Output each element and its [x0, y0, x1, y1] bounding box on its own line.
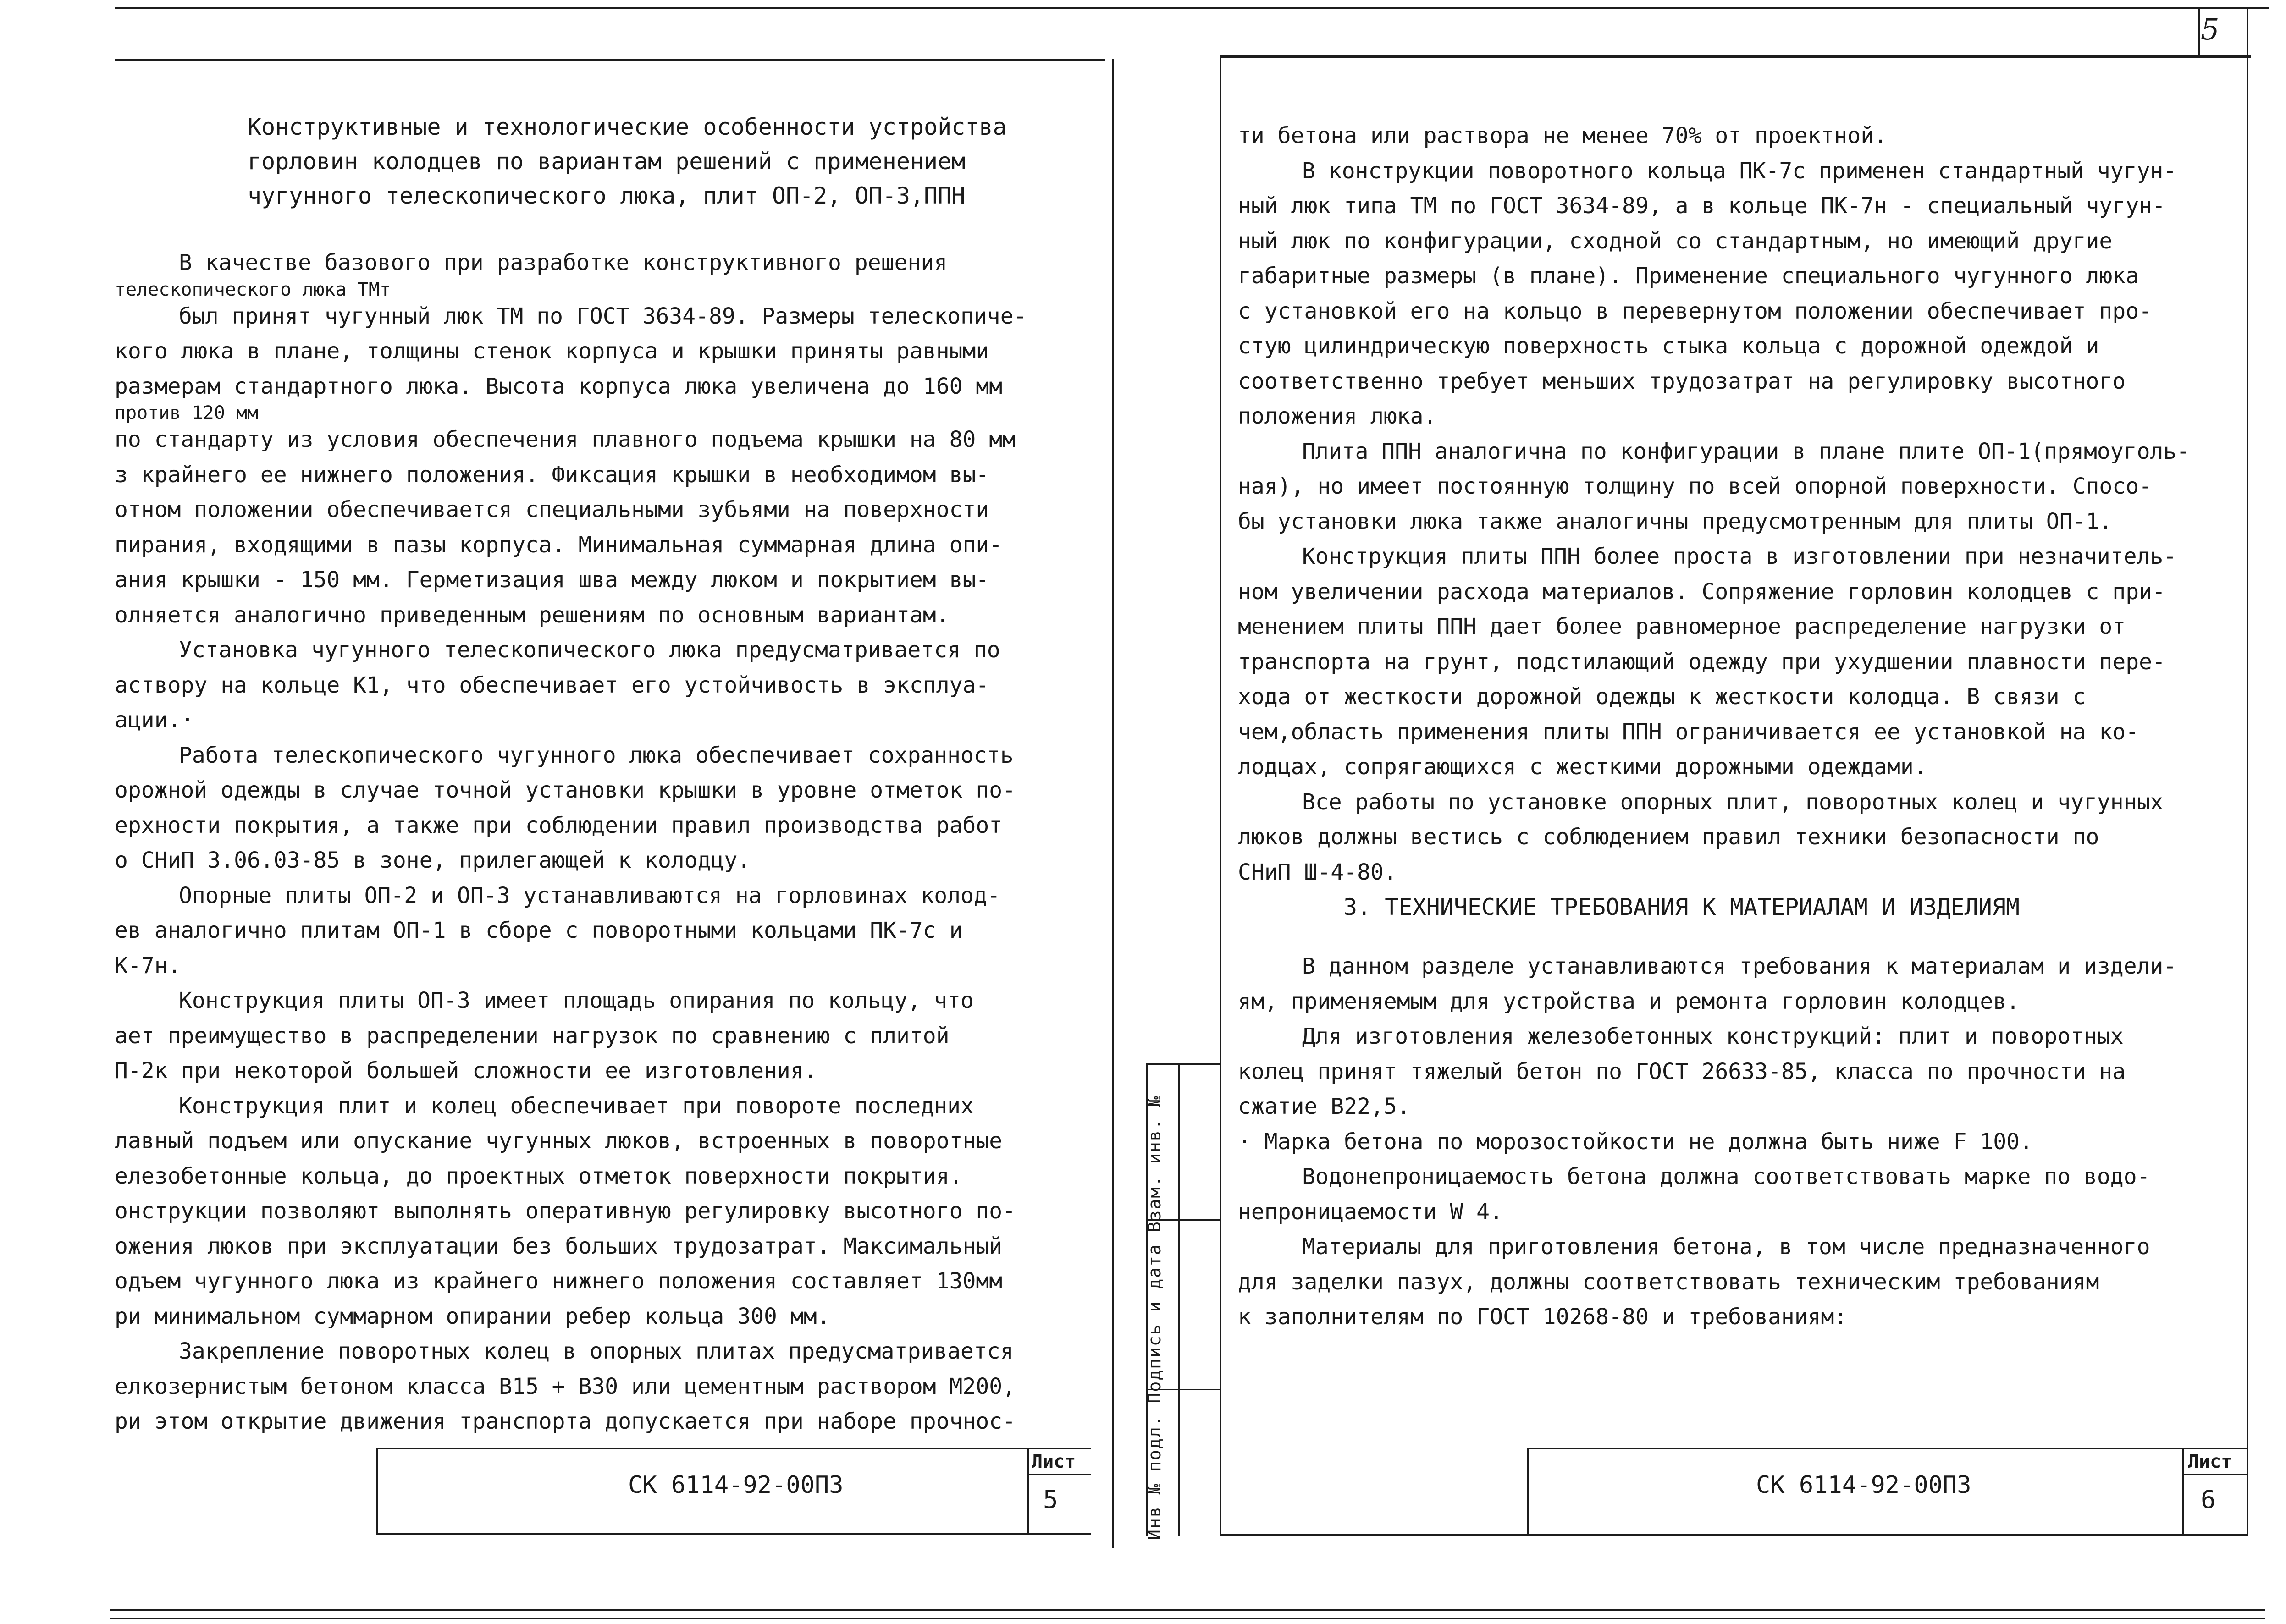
- text-line: ает преимущество в распределении нагрузок по сравнению с плитой: [115, 1023, 950, 1049]
- right-stamp-left: [1527, 1448, 1529, 1535]
- text-line: соответственно требует меньших трудозатрат на регулировку высотного: [1238, 368, 2126, 394]
- text-line: кого люка в плане, толщины стенок корпуса и крышки приняты равными: [115, 338, 989, 364]
- text-line: колец принят тяжелый бетон по ГОСТ 26633-85, класса по прочности на: [1238, 1058, 2126, 1085]
- text-line: транспорта на грунт, подстилающий одежду при ухудшении плавности пере-: [1238, 649, 2165, 675]
- text-line: Плита ППН аналогична по конфигурации в плане плите ОП-1(прямоуголь-: [1302, 438, 2190, 464]
- text-line: стую цилиндрическую поверхность стыка кольца с дорожной одеждой и: [1238, 333, 2099, 359]
- text-line: чем,область применения плиты ППН ограничивается ее установкой на ко-: [1238, 719, 2139, 745]
- text-line: непроницаемости W 4.: [1238, 1199, 1503, 1225]
- page-corner-number: 5: [2201, 13, 2220, 47]
- right-stamp-bottom: [1220, 1534, 2248, 1536]
- right-stamp-code: СК 6114-92-00ПЗ: [1756, 1471, 1971, 1499]
- left-stamp-divider: [1027, 1448, 1029, 1535]
- bottom-rule: [110, 1609, 2265, 1611]
- text-line: ерхности покрытия, а также при соблюдении правил производства работ: [115, 812, 1003, 838]
- text-line: габаритные размеры (в плане). Применение специального чугунного люка: [1238, 263, 2139, 289]
- text-line: к заполнителям по ГОСТ 10268-80 и требованиям:: [1238, 1304, 1848, 1330]
- right-frame-right-edge: [2247, 9, 2248, 1536]
- text-line: отном положении обеспечивается специальными зубьями на поверхности: [115, 497, 989, 523]
- text-line: положения люка.: [1238, 403, 1437, 429]
- text-line: телескопического люка ТМт: [115, 279, 391, 300]
- text-line: о СНиП 3.06.03-85 в зоне, прилегающей к колодцу.: [115, 848, 751, 873]
- text-line: олняется аналогично приведенным решениям по основным вариантам.: [115, 602, 950, 628]
- side-stamp-text: Инв № подл. Подпись и дата Взам. инв. №: [1144, 1095, 1165, 1540]
- text-line: ном увеличении расхода материалов. Сопряжение горловин колодцев с при-: [1238, 578, 2165, 605]
- text-line: онструкции позволяют выполнять оперативную регулировку высотного по-: [115, 1198, 1016, 1224]
- text-line: ный люк по конфигурации, сходной со стандартным, но имеющий другие: [1238, 228, 2113, 254]
- text-line: по стандарту из условия обеспечения плавного подъема крышки на 80 мм: [115, 427, 1016, 452]
- text-line: елезобетонные кольца, до проектных отметок поверхности покрытия.: [115, 1163, 963, 1189]
- right-frame-left-edge: [1220, 55, 1221, 1536]
- text-line: ный люк типа ТМ по ГОСТ 3634-89, а в кольце ПК-7н - специальный чугун-: [1238, 193, 2165, 219]
- text-line: Конструкция плиты ППН более проста в изготовлении при незначитель-: [1302, 544, 2177, 569]
- text-line: ации.·: [115, 707, 194, 733]
- left-stamp-label-rule: [1027, 1474, 1091, 1475]
- right-sheet-number: 6: [2201, 1485, 2216, 1514]
- text-line: лавный подъем или опускание чугунных люков, встроенных в поворотные: [115, 1128, 1003, 1154]
- text-line: Закрепление поворотных колец в опорных плитах предусматривается: [179, 1338, 1014, 1364]
- right-sheet-label: Лист: [2188, 1451, 2232, 1472]
- title-line-3: чугунного телескопического люка, плит ОП-2, ОП-3,ППН: [248, 182, 966, 209]
- text-line: К-7н.: [115, 952, 181, 979]
- side-stamp-right: [1178, 1063, 1180, 1536]
- left-sheet-label: Лист: [1032, 1451, 1076, 1472]
- text-line: Опорные плиты ОП-2 и ОП-3 устанавливаются на горловинах колод-: [179, 882, 1000, 908]
- side-stamp-top: [1146, 1063, 1220, 1065]
- corner-box-left: [2198, 9, 2200, 55]
- text-line: П-2к при некоторой большей сложности ее изготовления.: [115, 1058, 817, 1084]
- text-line: елкозернистым бетоном класса В15 + В30 или цементным раствором М200,: [115, 1373, 1016, 1399]
- left-stamp-left: [376, 1448, 378, 1535]
- left-page-body: [115, 245, 1100, 1439]
- left-stamp-top: [376, 1448, 1091, 1449]
- right-stamp-top: [1527, 1448, 2247, 1449]
- text-line: Водонепроницаемость бетона должна соответствовать марке по водо-: [1302, 1164, 2150, 1189]
- right-stamp-label-rule: [2182, 1474, 2247, 1475]
- text-line: люков должны вестись с соблюдением правил техники безопасности по: [1238, 824, 2099, 850]
- right-stamp-divider: [2182, 1448, 2184, 1535]
- text-line: одъем чугунного люка из крайнего нижнего положения составляет 130мм: [115, 1268, 1003, 1294]
- right-page-body-continued: [1238, 949, 2247, 1335]
- text-line: ания крышки - 150 мм. Герметизация шва между люком и покрытием вы-: [115, 567, 989, 593]
- text-line: бы установки люка также аналогичны предусмотренным для плиты ОП-1.: [1238, 508, 2113, 534]
- text-line: ри этом открытие движения транспорта допускается при наборе прочнос-: [115, 1409, 1016, 1434]
- text-line: Для изготовления железобетонных конструкций: плит и поворотных: [1302, 1024, 2124, 1049]
- text-line: размерам стандартного люка. Высота корпуса люка увеличена до 160 мм: [115, 373, 1003, 399]
- text-line: СНиП Ш-4-80.: [1238, 859, 1397, 885]
- text-line: пирания, входящими в пазы корпуса. Минимальная суммарная длина опи-: [115, 532, 1003, 558]
- text-line: В качестве базового при разработке конструктивного решения: [179, 250, 948, 275]
- text-line: менением плиты ППН дает более равномерное распределение нагрузки от: [1238, 614, 2126, 639]
- text-line: сжатие В22,5.: [1238, 1094, 1410, 1119]
- text-line: ев аналогично плитам ОП-1 в сборе с поворотными кольцами ПК-7с и: [115, 918, 963, 943]
- text-line: В конструкции поворотного кольца ПК-7с применен стандартный чугун-: [1302, 158, 2177, 184]
- left-sheet-number: 5: [1043, 1485, 1058, 1514]
- bottom-rule-2: [110, 1618, 2265, 1619]
- text-line: Работа телескопического чугунного люка обеспечивает сохранность: [179, 742, 1014, 768]
- text-line: ям, применяемым для устройства и ремонта горловин колодцев.: [1238, 988, 2020, 1014]
- title-line-2: горловин колодцев по вариантам решений с применением: [248, 148, 966, 175]
- text-line: против 120 мм: [115, 402, 259, 424]
- text-line: аствору на кольце К1, что обеспечивает его устойчивость в эксплуа-: [115, 672, 989, 698]
- text-line: был принят чугунный люк ТМ по ГОСТ 3634-89. Размеры телескопиче-: [179, 303, 1027, 329]
- top-border-line: [115, 7, 2269, 9]
- center-divider: [1112, 59, 1114, 1548]
- text-line: ная), но имеет постоянную толщину по всей опорной поверхности. Спосо-: [1238, 473, 2152, 499]
- right-page-top-rule: [1220, 55, 2251, 58]
- text-line: Конструкция плиты ОП-3 имеет площадь опирания по кольцу, что: [179, 988, 974, 1013]
- text-line: Установка чугунного телескопического люка предусматривается по: [179, 637, 1000, 663]
- text-line: Конструкция плит и колец обеспечивает при повороте последних: [179, 1093, 974, 1119]
- text-line: Материалы для приготовления бетона, в том числе предназначенного: [1302, 1234, 2150, 1260]
- left-stamp-code: СК 6114-92-00ПЗ: [628, 1471, 844, 1499]
- left-page-title: [248, 110, 1073, 213]
- text-line: ти бетона или раствора не менее 70% от проектной.: [1238, 123, 1888, 149]
- left-page-top-rule: [115, 59, 1105, 61]
- left-stamp-bottom: [376, 1533, 1091, 1535]
- text-line: з крайнего ее нижнего положения. Фиксация крышки в необходимом вы-: [115, 462, 989, 488]
- text-line: для заделки пазух, должны соответствовать техническим требованиям: [1238, 1269, 2099, 1295]
- text-line: · Марка бетона по морозостойкости не должна быть ниже F 100.: [1238, 1129, 2033, 1155]
- text-line: лодцах, сопрягающихся с жесткими дорожными одеждами.: [1238, 754, 1927, 780]
- text-line: Все работы по установке опорных плит, поворотных колец и чугунных: [1302, 789, 2164, 815]
- text-line: хода от жесткости дорожной одежды к жесткости колодца. В связи с: [1238, 684, 2086, 710]
- text-line: ри минимальном суммарном опирании ребер кольца 300 мм.: [115, 1303, 830, 1329]
- right-page-body: [1238, 118, 2247, 890]
- text-line: орожной одежды в случае точной установки крышки в уровне отметок по-: [115, 777, 1016, 803]
- text-line: В данном разделе устанавливаются требования к материалам и издели-: [1302, 953, 2177, 979]
- text-line: ожения люков при эксплуатации без больших трудозатрат. Максимальный: [115, 1233, 1003, 1259]
- title-line-1: Конструктивные и технологические особенности устройства: [248, 114, 1007, 140]
- text-line: с установкой его на кольцо в перевернутом положении обеспечивает про-: [1238, 298, 2152, 324]
- section-heading: 3. ТЕХНИЧЕСКИЕ ТРЕБОВАНИЯ К МАТЕРИАЛАМ И ИЗДЕЛИЯМ: [1343, 894, 2020, 920]
